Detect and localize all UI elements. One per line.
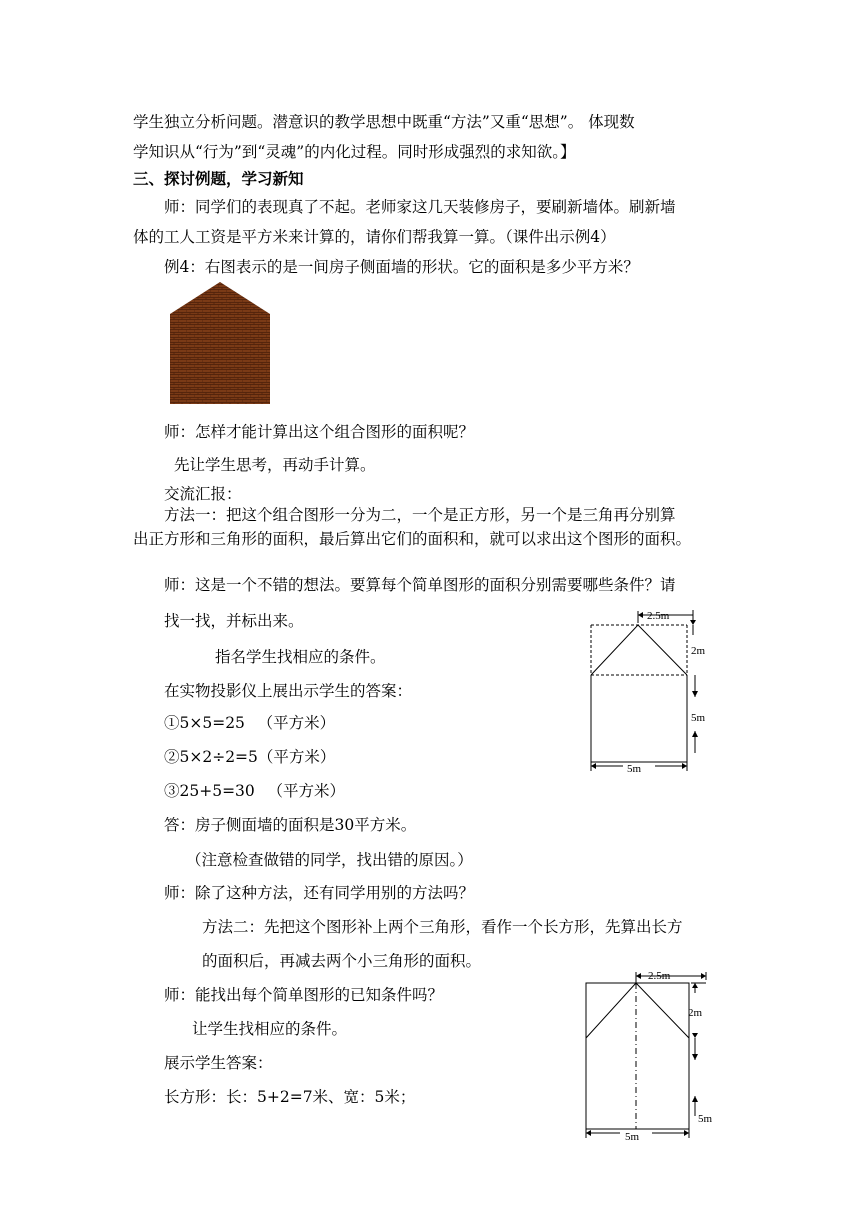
text-line-21: 师：除了这种方法，还有同学用别的方法吗？ xyxy=(164,884,475,902)
example-4-question: 例4：右图表示的是一间房子侧面墙的形状。它的面积是多少平方米？ xyxy=(164,258,639,276)
section-heading: 三、探讨例题，学习新知 xyxy=(133,169,304,188)
answer-line: 答：房子侧面墙的面积是30平方米。 xyxy=(164,816,417,834)
method-one-line-2: 出正方形和三角形的面积，最后算出它们的面积和，就可以求出这个图形的面积。 xyxy=(133,530,692,548)
method-two-line-2: 的面积后，再减去两个小三角形的面积。 xyxy=(202,952,482,970)
fig1-top-label: 2.5m xyxy=(647,610,670,622)
calc-step-2: ②5×2÷2=5（平方米） xyxy=(164,748,336,766)
text-line-9: 交流汇报： xyxy=(164,485,242,503)
text-line-26: 展示学生答案： xyxy=(164,1054,273,1072)
text-line-15: 在实物投影仪上展出示学生的答案： xyxy=(164,682,413,700)
text-line-4: 师：同学们的表现真了不起。老师家这几天装修房子，要刷新墙体。刷新墙 xyxy=(164,198,676,216)
fig1-right-bottom-label: 5m xyxy=(691,712,706,724)
note-line: （注意检查做错的同学，找出错的原因。） xyxy=(186,851,473,869)
house-wall-image xyxy=(170,282,270,404)
text-line-2: 学知识从“行为”到“灵魂”的内化过程。同时形成强烈的求知欲。】 xyxy=(133,143,576,161)
fig1-bottom-label: 5m xyxy=(627,763,642,775)
text-line-1: 学生独立分析问题。潜意识的教学思想中既重“方法”又重“思想”。 体现数 xyxy=(133,113,635,131)
text-line-8: 先让学生思考，再动手计算。 xyxy=(174,456,376,474)
calc-step-1: ①5×5=25 （平方米） xyxy=(164,714,336,732)
fig2-right-top-label: 2m xyxy=(688,1007,703,1019)
text-line-7: 师：怎样才能计算出这个组合图形的面积呢？ xyxy=(164,423,475,441)
text-line-27: 长方形：长：5+2=7米、宽：5米； xyxy=(164,1088,416,1106)
text-line-25: 让学生找相应的条件。 xyxy=(192,1020,348,1038)
figure-1-diagram xyxy=(585,605,720,775)
text-line-24: 师：能找出每个简单图形的已知条件吗？ xyxy=(164,986,444,1004)
fig1-right-top-label: 2m xyxy=(691,645,706,657)
fig2-right-bottom-label: 5m xyxy=(698,1113,713,1125)
text-line-13: 找一找，并标出来。 xyxy=(164,612,304,630)
fig2-bottom-label: 5m xyxy=(625,1131,640,1143)
figure-2-diagram xyxy=(580,968,720,1143)
calc-step-3: ③25+5=30 （平方米） xyxy=(164,782,345,800)
text-line-14: 指名学生找相应的条件。 xyxy=(215,648,386,666)
method-two-line-1: 方法二：先把这个图形补上两个三角形，看作一个长方形，先算出长方 xyxy=(202,918,683,936)
text-line-5: 体的工人工资是平方米来计算的，请你们帮我算一算。（课件出示例4） xyxy=(133,228,616,246)
method-one-line-1: 方法一：把这个组合图形一分为二，一个是正方形，另一个是三角再分别算 xyxy=(164,506,676,524)
text-line-12: 师：这是一个不错的想法。要算每个简单图形的面积分别需要哪些条件？请 xyxy=(164,576,676,594)
fig2-top-label: 2.5m xyxy=(648,970,671,982)
